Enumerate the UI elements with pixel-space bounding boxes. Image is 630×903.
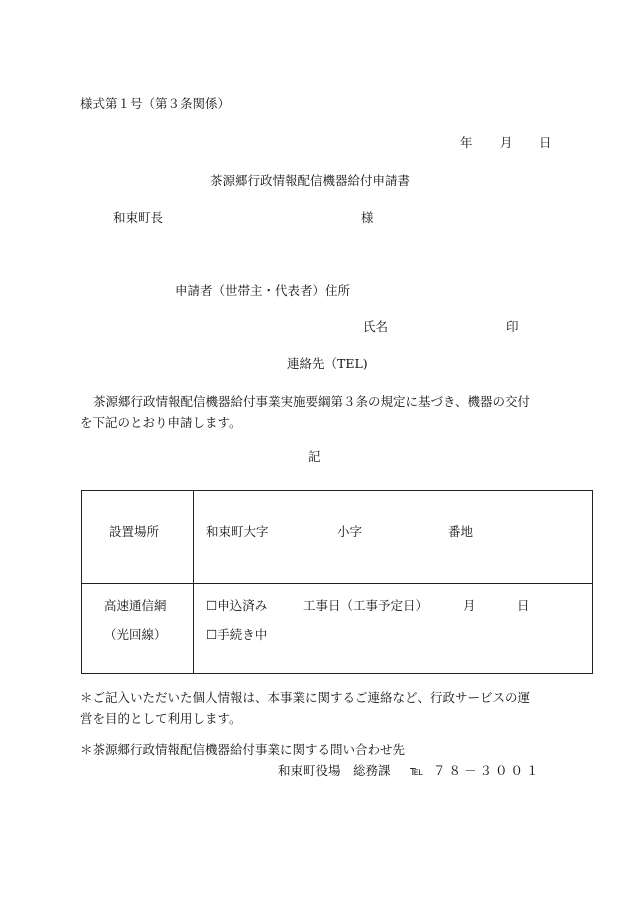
inquiry-office: 和束町役場 総務課 <box>278 763 391 778</box>
privacy-note-line-1: ＊ご記入いただいた個人情報は、本事業に関するご連絡など、行政サービスの運 <box>80 690 531 705</box>
privacy-note <box>80 687 555 729</box>
body-line-2: を下記のとおり申請します。 <box>80 415 242 430</box>
table-column-divider <box>193 491 194 673</box>
location-address-part1: 和束町大字 <box>206 524 269 539</box>
applicant-address-label: 申請者（世帯主・代表者）住所 <box>175 283 351 298</box>
date-year-label: 年 <box>460 135 473 150</box>
option-applied-checkbox[interactable]: ☐申込済み <box>206 598 268 613</box>
network-header-line2: （光回線） <box>104 627 167 642</box>
construction-month-label: 月 <box>463 598 476 613</box>
network-header-line1: 高速通信網 <box>104 598 167 613</box>
construction-date-label: 工事日（工事予定日） <box>303 598 429 613</box>
inquiry-tel-label: ℡ <box>410 763 424 778</box>
inquiry-tel-number: ７８－３００１ <box>433 763 542 778</box>
form-number: 様式第１号（第３条関係） <box>80 96 231 111</box>
applicant-name-label: 氏名 <box>363 319 389 334</box>
seal-mark: 印 <box>506 319 519 334</box>
page-title: 茶源郷行政情報配信機器給付申請書 <box>210 173 411 188</box>
inquiry-heading: ＊茶源郷行政情報配信機器給付事業に関する問い合わせ先 <box>80 742 406 757</box>
addressee-honorific: 様 <box>361 210 374 225</box>
privacy-note-line-2: 営を目的として利用します。 <box>80 711 242 726</box>
date-day-label: 日 <box>539 135 552 150</box>
location-address-part3: 番地 <box>448 524 474 539</box>
applicant-contact-label: 連絡先（TEL) <box>287 356 368 371</box>
location-header: 設置場所 <box>109 524 160 539</box>
addressee-name: 和束町長 <box>113 210 164 225</box>
construction-day-label: 日 <box>517 598 530 613</box>
option-in-progress-checkbox[interactable]: ☐手続き中 <box>206 627 268 642</box>
body-line-1: 茶源郷行政情報配信機器給付事業実施要綱第３条の規定に基づき、機器の交付 <box>93 394 531 409</box>
location-address-part2: 小字 <box>337 524 363 539</box>
detail-table <box>81 490 593 674</box>
date-month-label: 月 <box>500 135 513 150</box>
body-text <box>80 391 555 433</box>
table-row-divider <box>82 583 592 584</box>
ki-label: 記 <box>308 449 321 464</box>
